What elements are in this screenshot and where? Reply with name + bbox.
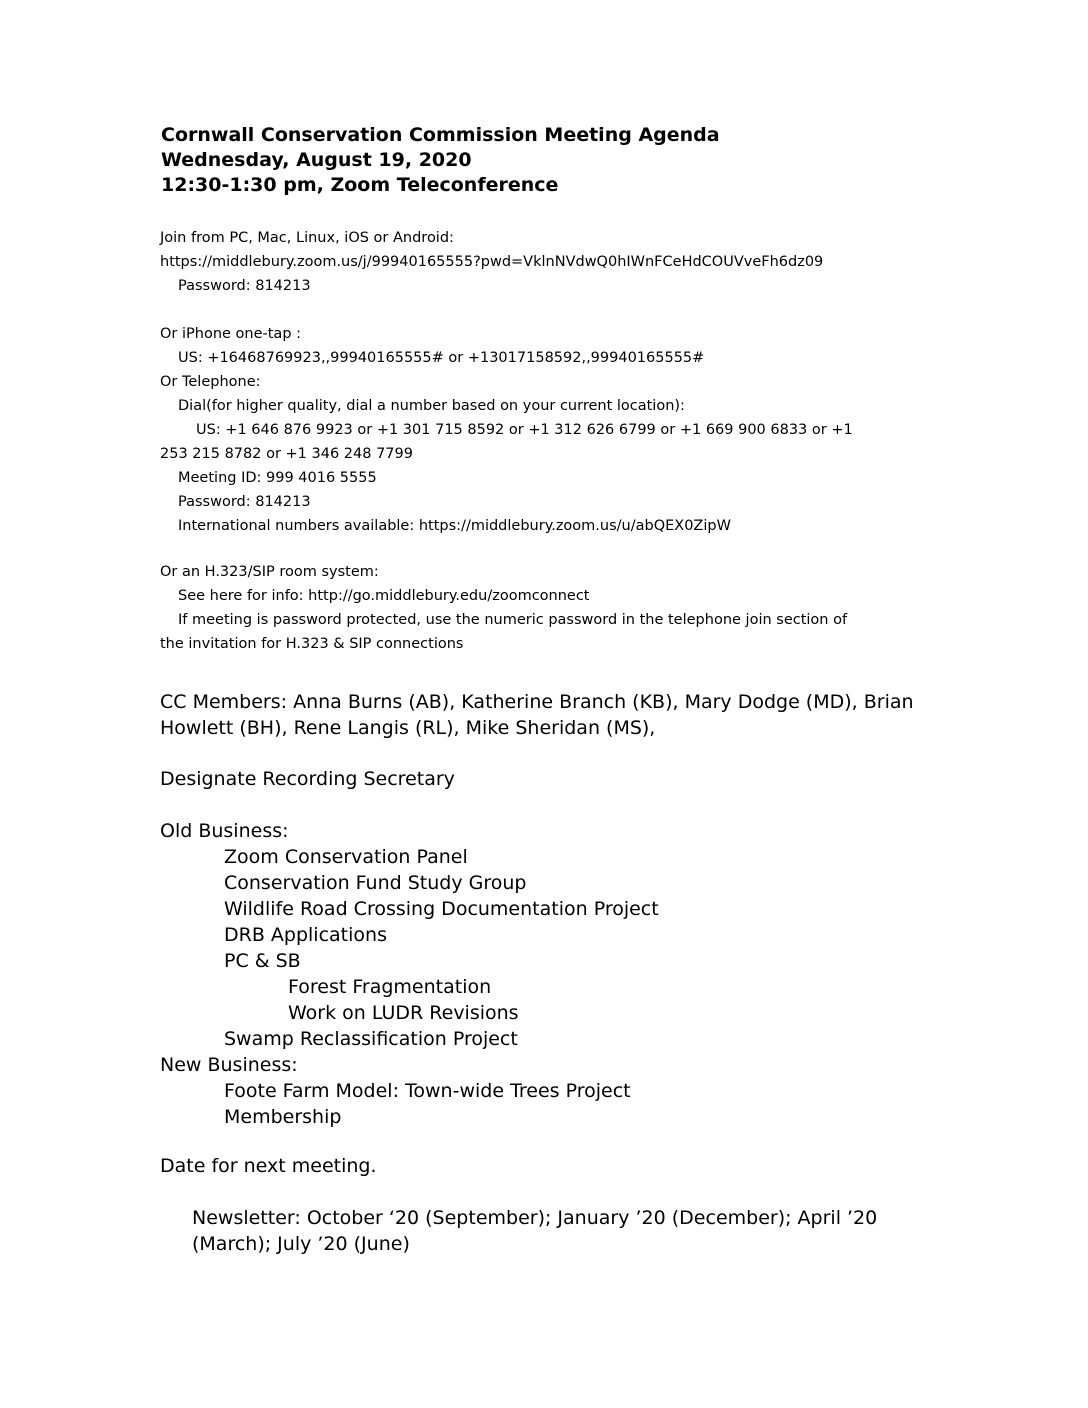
next-meeting-item — [160, 1153, 377, 1179]
agenda-title: Cornwall Conservation Commission Meeting Agenda — [161, 124, 720, 146]
secretary-item — [160, 766, 455, 792]
members-line-2: Howlett (BH), Rene Langis (RL), Mike Sheridan (MS), — [160, 717, 656, 739]
password-text: Password: 814213 — [178, 278, 311, 294]
members-line-1: CC Members: Anna Burns (AB), Katherine Branch (KB), Mary Dodge (MD), Brian — [160, 691, 914, 713]
old-business-item: Swamp Reclassification Project — [224, 1028, 518, 1050]
us-numbers-line-1: US: +1 646 876 9923 or +1 301 715 8592 or +1 312 626 6799 or +1 669 900 6833 or +1 — [196, 422, 853, 438]
business-block — [160, 818, 659, 1130]
old-business-label: Old Business: — [160, 820, 289, 842]
sip-info-link[interactable]: See here for info: http://go.middlebury.edu/zoomconnect — [178, 588, 590, 604]
new-business-item: Membership — [224, 1106, 342, 1128]
password-text-2: Password: 814213 — [178, 494, 311, 510]
newsletter-block — [192, 1205, 877, 1257]
dial-label: Dial(for higher quality, dial a number based on your current location): — [178, 398, 685, 414]
old-business-item: Conservation Fund Study Group — [224, 872, 527, 894]
old-business-item: PC & SB — [224, 950, 301, 972]
zoom-join-block — [160, 226, 823, 298]
meeting-time-place: 12:30-1:30 pm, Zoom Teleconference — [161, 174, 559, 196]
agenda-header — [161, 123, 720, 198]
phone-block — [160, 322, 853, 538]
secretary-text: Designate Recording Secretary — [160, 768, 455, 790]
old-business-item: Wildlife Road Crossing Documentation Project — [224, 898, 659, 920]
pcsb-subitem: Work on LUDR Revisions — [288, 1002, 519, 1024]
next-meeting-text: Date for next meeting. — [160, 1155, 377, 1177]
pcsb-subitem: Forest Fragmentation — [288, 976, 492, 998]
international-numbers-link[interactable]: International numbers available: https://middlebury.zoom.us/u/abQEX0ZipW — [178, 518, 731, 534]
sip-block — [160, 560, 847, 656]
us-numbers-line-2: 253 215 8782 or +1 346 248 7799 — [160, 446, 413, 462]
meeting-id: Meeting ID: 999 4016 5555 — [178, 470, 377, 486]
newsletter-line-1: Newsletter: October ‘20 (September); January ’20 (December); April ’20 — [192, 1207, 878, 1229]
telephone-label: Or Telephone: — [160, 374, 261, 390]
members-block — [160, 689, 914, 741]
join-url-link[interactable]: https://middlebury.zoom.us/j/99940165555?pwd=VklnNVdwQ0hIWnFCeHdCOUVveFh6dz09 — [160, 254, 824, 270]
old-business-item: DRB Applications — [224, 924, 387, 946]
new-business-item: Foote Farm Model: Town-wide Trees Project — [224, 1080, 631, 1102]
join-label: Join from PC, Mac, Linux, iOS or Android: — [160, 230, 454, 246]
sip-note-line-2: the invitation for H.323 & SIP connections — [160, 636, 464, 652]
meeting-date: Wednesday, August 19, 2020 — [161, 149, 472, 171]
iphone-label: Or iPhone one-tap : — [160, 326, 302, 342]
newsletter-line-2: (March); July ’20 (June) — [192, 1233, 410, 1255]
old-business-item: Zoom Conservation Panel — [224, 846, 468, 868]
new-business-label: New Business: — [160, 1054, 298, 1076]
iphone-numbers: US: +16468769923,,99940165555# or +13017158592,,99940165555# — [178, 350, 705, 366]
sip-label: Or an H.323/SIP room system: — [160, 564, 379, 580]
sip-note-line-1: If meeting is password protected, use the numeric password in the telephone join section of — [178, 612, 848, 628]
